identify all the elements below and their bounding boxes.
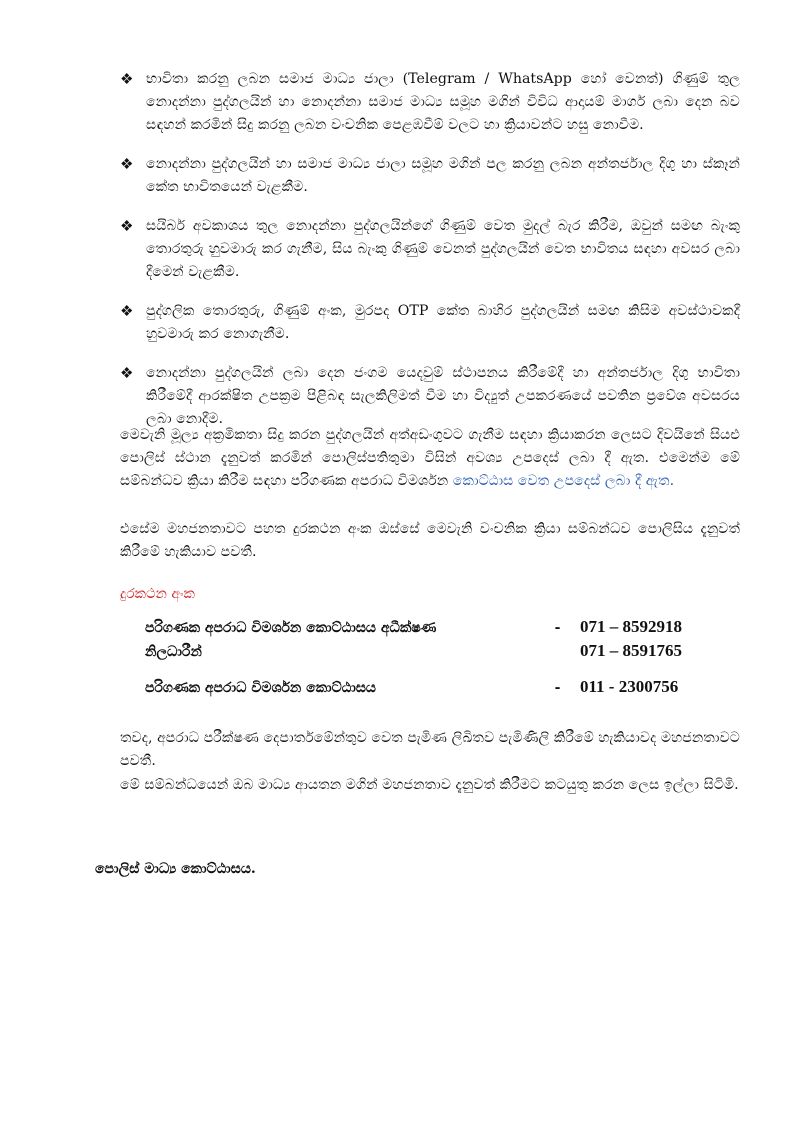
contact-name: පරිගණක අපරාධ විමර්ශන කොට්ඨාසය: [145, 680, 376, 696]
division-link[interactable]: කොට්ඨාස වෙත උපදෙස් ලබා දී ඇත.: [452, 473, 675, 489]
signature: පොලිස් මාධ්‍ය කොට්ඨාසය.: [95, 861, 256, 877]
phone-numbers-heading: දුරකථන අංක: [120, 586, 195, 602]
contact-dash: -: [554, 620, 561, 636]
contact-name: නිලධාරීන්: [145, 644, 202, 660]
contact-name: පරිගණක අපරාධ විමර්ශන කොට්ඨාසය අධීක්ෂණ: [145, 620, 437, 636]
bullet-text: සයිබර් අවකාශය තුල නොදන්නා පුද්ගලයින්ගේ ගිණුම් වෙත මුදල් බැර කිරීම, ඔවුන් සමඟ බැංකු තොරතුරු හුවමාරු කර ගැනීම, සිය බැංකු ගිණුම් වෙනත් පුද්ගලයින් වෙත භාවිතය සඳහා අවසර ලබා දීමෙන් වැළකීම.: [146, 218, 740, 280]
contact-list: [145, 617, 705, 701]
bullet-item: [120, 362, 740, 431]
phone-number[interactable]: 071 – 8592918: [580, 617, 682, 636]
complaint-paragraph: තවද, අපරාධ පරීක්ෂණ දෙපාර්තමේන්තුව වෙත පැමිණ ලිඛිතව පැමිණිලි කිරීමේ හැකියාවද මහජනතාවට පවතී.: [120, 730, 740, 769]
contact-row: [145, 677, 705, 701]
bullet-list: [120, 68, 740, 447]
bullet-text: නොදන්නා පුද්ගලයින් හා සමාජ මාධ්‍ය ජාලා සමූහ මගින් පල කරනු ලබන අන්තර්ජාල දිගු හා ස්කෑන් කේත භාවිතයෙන් වැළකීම.: [146, 156, 740, 195]
bullet-text: පුද්ගලික තොරතුරු, ගිණුම් අංක, මුරපද OTP කේත බාහිර පුද්ගලයින් සමඟ කිසිම අවස්ථාවකදී හුවමාරු කර නොගැනීම.: [146, 303, 740, 342]
public-notice-paragraph: එසේම මහජනතාවට පහත දුරකථන අංක ඔස්සේ මෙවැනි වංචනික ක්‍රියා සම්බන්ධව පොලිසිය දැනුවත් කිරීමේ හැකියාව පවතී.: [120, 521, 740, 560]
bullet-item: [120, 300, 740, 346]
instruction-paragraph: [120, 424, 740, 493]
contact-dash: -: [554, 680, 561, 696]
instruction-text: මෙවැනි මූල්‍ය අක්‍රමිකතා සිදු කරන පුද්ගලයින් අත්අඩංගුවට ගැනීම සඳහා ක්‍රියාකරන ලෙසට දිවයිනේ සියළු පොලිස් ස්ථාන දැනුවත් කරමින් පොලිස්පතිතුමා විසින් අවශ්‍ය උපදෙස් ලබා දී ඇත. එමෙන්ම මේ සම්බන්ධව ක්‍රියා කිරීම සඳහා පරිගණක අපරාධ විමර්ශන: [120, 427, 740, 489]
bullet-item: [120, 153, 740, 199]
diamond-bullet-icon: ❖: [120, 217, 134, 235]
phone-number[interactable]: 071 – 8591765: [580, 641, 682, 660]
contact-row: [145, 641, 705, 665]
media-request-paragraph: මේ සම්බන්ධයෙන් ඔබ මාධ්‍ය ආයතන මගින් මහජනතාව දැනුවත් කිරීමට කටයුතු කරන ලෙස ඉල්ලා සිටිමි.: [120, 777, 739, 793]
diamond-bullet-icon: ❖: [120, 155, 134, 173]
bullet-text: භාවිතා කරනු ලබන සමාජ මාධ්‍ය ජාලා (Telegram / WhatsApp හෝ වෙනත්) ගිණුම් තුල නොදන්නා පුද්ගලයින් හා නොදන්නා සමාජ මාධ්‍ය සමූහ මගින් විවිධ ආදායම් මාර්ග ලබා දෙන බව සඳහන් කරමින් සිදු කරනු ලබන වංචනික පෙළඹවීම් වලට හා ක්‍රියාවන්ට හසු නොවීම.: [146, 71, 740, 133]
contact-row: [145, 617, 705, 641]
bullet-text: නොදන්නා පුද්ගලයින් ලබා දෙන ජංගම යෙදවුම් ස්ථාපනය කිරීමේදී හා අන්තර්ජාල දිගු භාවිතා කිරීමේදී ආරක්ෂිත උපක්‍රම පිළිබඳ සැලකිලිමත් වීම හා විද්‍යුත් උපකරණයේ පවතින ප්‍රවේශ අවසරය ලබා නොදීම.: [146, 365, 740, 427]
diamond-bullet-icon: ❖: [120, 364, 134, 382]
diamond-bullet-icon: ❖: [120, 70, 134, 88]
phone-number[interactable]: 011 - 2300756: [580, 677, 679, 696]
bullet-item: [120, 215, 740, 284]
diamond-bullet-icon: ❖: [120, 302, 134, 320]
bullet-item: [120, 68, 740, 137]
